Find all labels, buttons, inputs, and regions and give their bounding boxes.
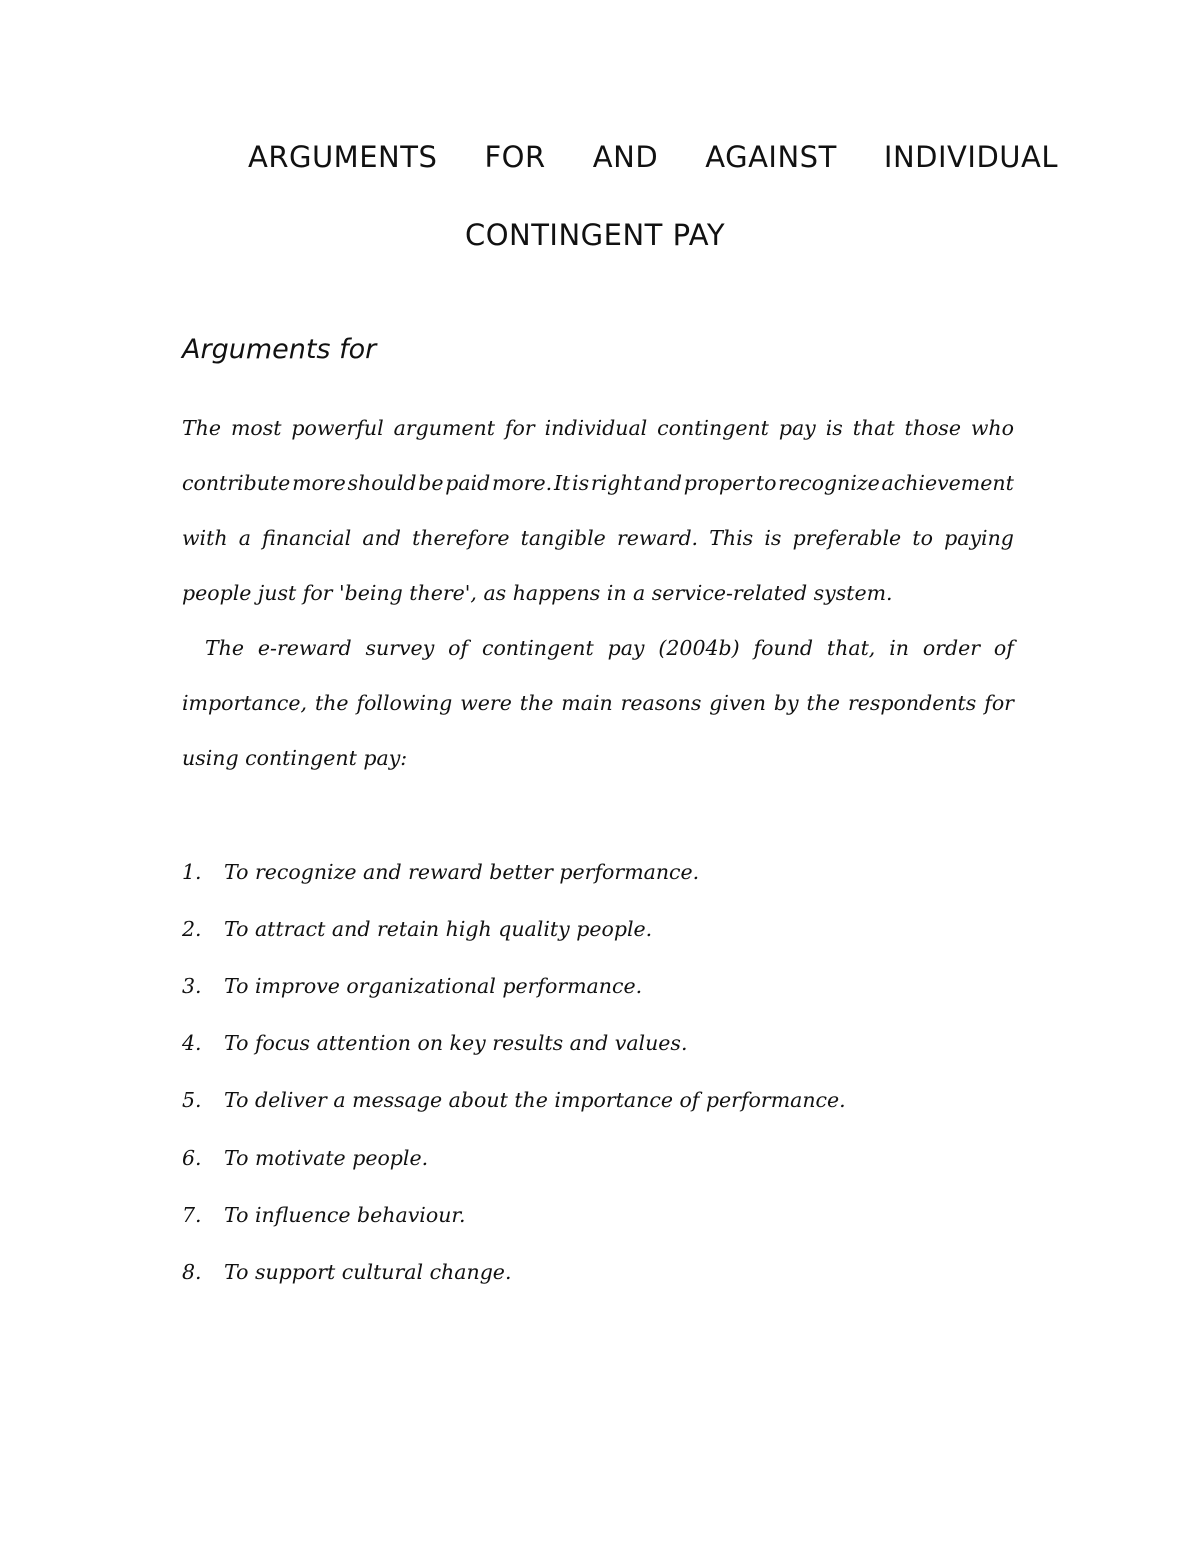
paragraph-word: more [292,471,346,495]
paragraph-line [182,688,1014,718]
list-text: To influence behaviour. [224,1203,466,1227]
paragraph-word: paid [445,471,491,495]
list-number: 3. [182,974,202,998]
paragraph-word: to [755,471,777,495]
paragraph-word: importance, [182,691,308,715]
paragraph-word: pay [607,636,645,660]
list-number: 6. [182,1146,202,1170]
paragraph-word: should [347,471,417,495]
list-text: To support cultural change. [224,1260,512,1284]
paragraph-word: those [904,416,961,440]
paragraph-word: tangible [520,526,606,550]
paragraph-word: in [889,636,909,660]
paragraph-word: contingent [481,636,594,660]
paragraph-word: most [230,416,282,440]
paragraph-word: found [753,636,814,660]
paragraph-word: The [205,636,245,660]
paragraph-word: The [182,416,222,440]
paragraph-word: therefore [412,526,510,550]
paragraph-word: order [922,636,981,660]
list-item [182,1257,511,1287]
paragraph-word: It [553,471,571,495]
paragraph-word: survey [365,636,435,660]
list-item [182,1085,846,1115]
paragraph-word: individual [544,416,648,440]
paragraph-word: and [643,471,683,495]
paragraph-line [182,523,1014,553]
list-text: To focus attention on key results and values. [224,1031,688,1055]
paragraph-line [182,468,1014,498]
paragraph-word: pay [778,416,816,440]
list-item [182,1143,428,1173]
paragraph-word: is [764,526,782,550]
paragraph-line [205,633,1014,663]
list-item [182,1200,465,1230]
paragraph-word: paying [944,526,1014,550]
document-title-line-1 [248,140,1058,174]
paragraph-word: following [356,691,453,715]
paragraph-word: is [825,416,843,440]
paragraph-word: that, [826,636,876,660]
paragraph-line [182,413,1014,443]
paragraph-word: respondents [847,691,977,715]
paragraph-word: who [970,416,1014,440]
paragraph-word: reward. [616,526,699,550]
paragraph-word: by [773,691,799,715]
title-word: INDIVIDUAL [883,140,1058,174]
paragraph-word: were [460,691,512,715]
title-word: ARGUMENTS [248,140,438,174]
paragraph-word: the [806,691,841,715]
list-text: To improve organizational performance. [224,974,643,998]
list-item [182,857,699,887]
paragraph-word: for [504,416,535,440]
list-text: To attract and retain high quality people. [224,917,653,941]
paragraph-word: (2004b) [658,636,740,660]
paragraph-word: more. [491,471,553,495]
paragraph-word: a [238,526,251,550]
list-item [182,1028,687,1058]
paragraph-word: that [852,416,895,440]
paragraph-word: with [182,526,228,550]
paragraph-word: argument [393,416,495,440]
paragraph-word: the [314,691,349,715]
list-number: 7. [182,1203,202,1227]
paragraph-word: given [709,691,766,715]
paragraph-word: e-reward [257,636,352,660]
title-word: FOR [484,140,546,174]
list-item [182,971,642,1001]
paragraph-line: people just for 'being there', as happens in a service-related system. [182,581,893,605]
paragraph-word: contribute [182,471,291,495]
paragraph-word: reasons [620,691,702,715]
paragraph-word: and [362,526,401,550]
list-text: To motivate people. [224,1146,429,1170]
title-word: AND [592,140,659,174]
list-number: 5. [182,1088,202,1112]
paragraph-word: be [418,471,444,495]
paragraph-word: of [448,636,469,660]
paragraph-word: main [561,691,613,715]
document-title-line-2: CONTINGENT PAY [464,218,726,252]
section-heading: Arguments for [182,334,377,365]
list-number: 1. [182,860,202,884]
paragraph-word: contingent [657,416,769,440]
paragraph-word: recognize [778,471,880,495]
paragraph-line: using contingent pay: [182,746,408,770]
list-item [182,914,652,944]
list-text: To deliver a message about the importance of performance. [224,1088,846,1112]
paragraph-word: powerful [291,416,384,440]
paragraph-word: right [590,471,642,495]
paragraph-word: to [912,526,933,550]
paragraph-word: financial [262,526,352,550]
list-text: To recognize and reward better performance. [224,860,700,884]
paragraph-word: is [572,471,590,495]
paragraph-word: proper [683,471,755,495]
paragraph-word: for [984,691,1014,715]
list-number: 8. [182,1260,202,1284]
paragraph-word: achievement [881,471,1014,495]
paragraph-word: of [993,636,1014,660]
paragraph-word: preferable [792,526,902,550]
list-number: 4. [182,1031,202,1055]
title-word: AGAINST [705,140,837,174]
paragraph-word: the [519,691,554,715]
list-number: 2. [182,917,202,941]
paragraph-word: This [709,526,754,550]
